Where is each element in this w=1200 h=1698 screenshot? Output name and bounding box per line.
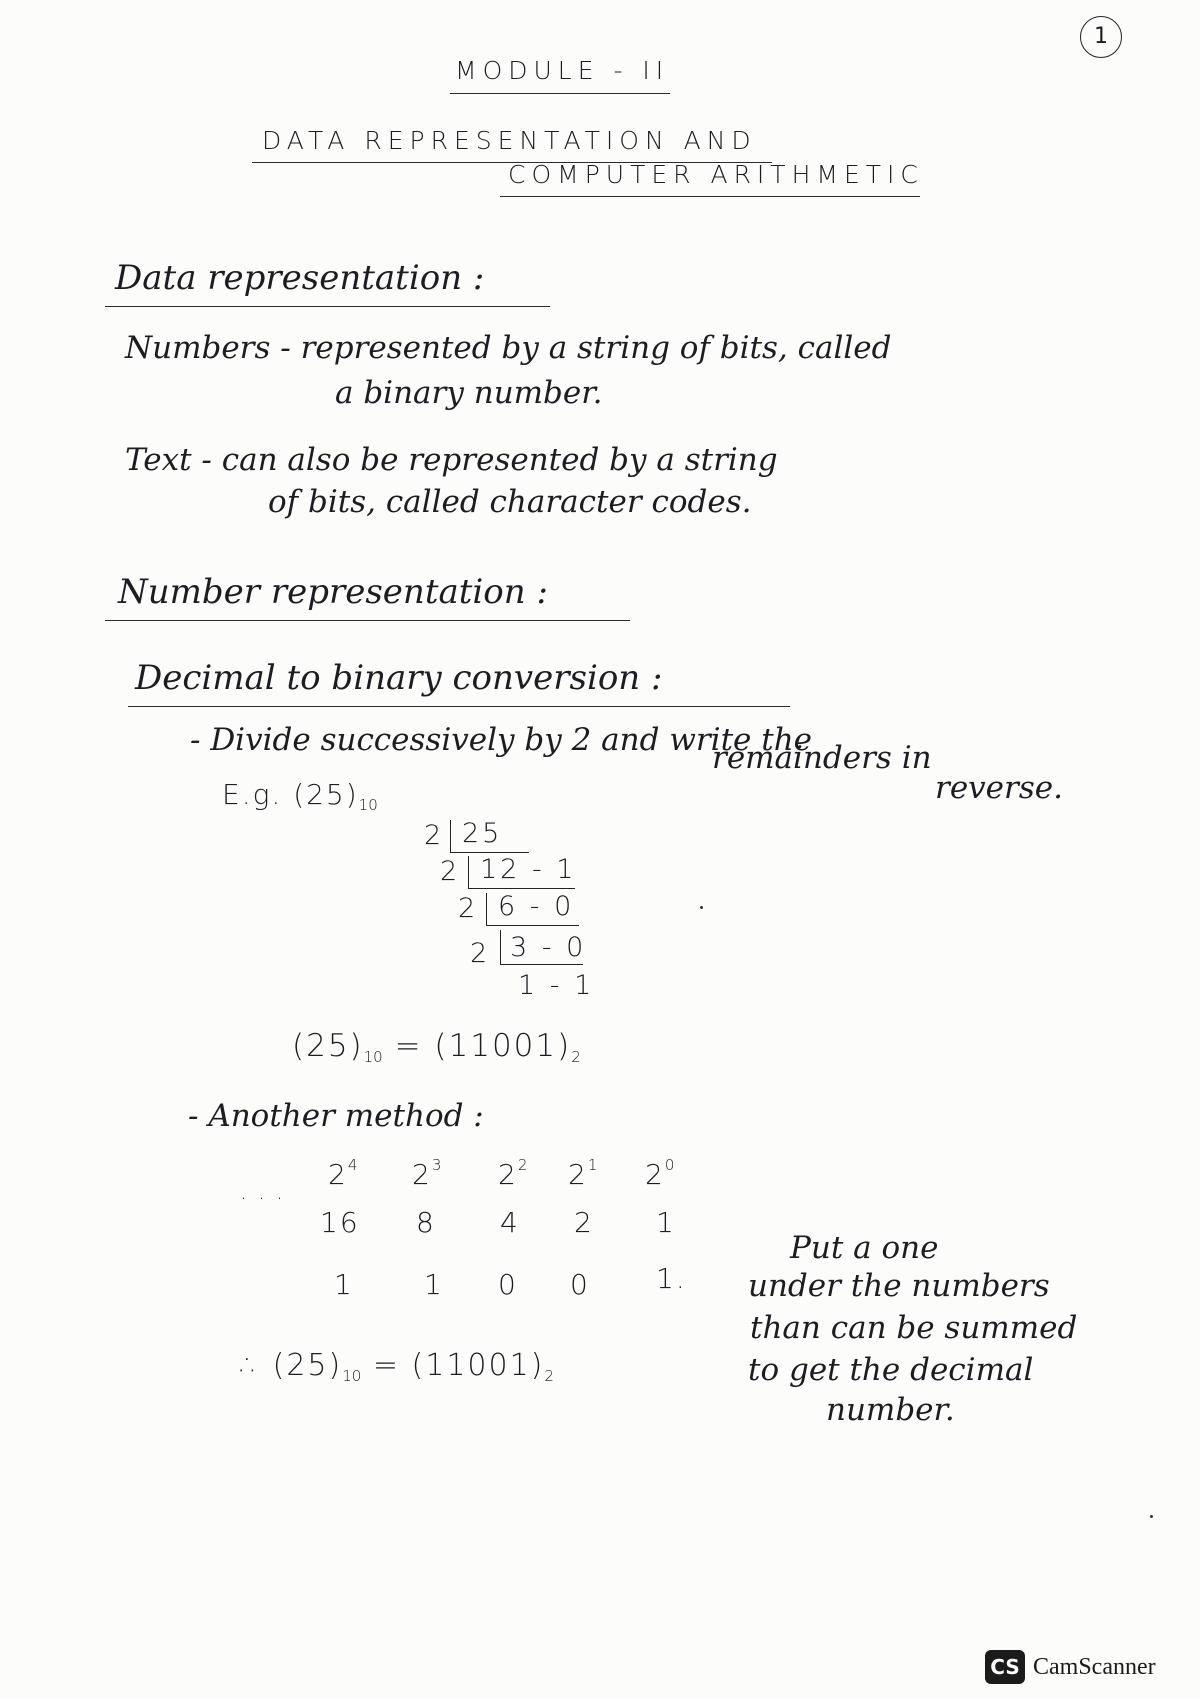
division-row-3: 6 - 0: [498, 891, 575, 922]
title-line-1: DATA REPRESENTATION AND: [262, 126, 757, 155]
decimal-to-binary-heading: Decimal to binary conversion :: [135, 658, 663, 698]
example-prefix: E.g. (25): [222, 778, 359, 811]
camscanner-text: CamScanner: [1033, 1653, 1156, 1680]
bit-4: 0: [570, 1268, 590, 1301]
step-line-3: reverse.: [935, 770, 1063, 806]
division-row-1: 25: [462, 818, 503, 849]
camscanner-logo-icon: CS: [985, 1650, 1025, 1684]
final-prefix: ∴ (25): [240, 1348, 343, 1383]
power-4: $2^1$: [568, 1156, 598, 1191]
number-representation-underline: [105, 620, 630, 621]
camscanner-watermark: [985, 1650, 1156, 1684]
place-value-2: 8: [416, 1206, 436, 1239]
power-2: $2^3$: [412, 1156, 442, 1191]
result-lhs-base: 10: [363, 1048, 383, 1066]
division-row-4: 3 - 0: [510, 932, 587, 963]
title-underline-2: [500, 196, 920, 197]
text-line-1: Text - can also be represented by a string: [125, 442, 778, 478]
note-line-2: under the numbers: [748, 1268, 1050, 1304]
data-representation-heading: Data representation :: [115, 258, 485, 298]
numbers-line-1: Numbers - represented by a string of bits, called: [125, 330, 892, 366]
note-line-5: number.: [826, 1392, 955, 1428]
power-3: $2^2$: [498, 1156, 528, 1191]
note-line-3: than can be summed: [750, 1310, 1078, 1346]
divisor-3: 2: [458, 893, 479, 924]
divisor-2: 2: [440, 856, 461, 887]
number-representation-heading: Number representation :: [118, 572, 548, 612]
title-line-2: COMPUTER ARITHMETIC: [508, 160, 924, 189]
another-method-label: - Another method :: [188, 1098, 484, 1134]
result-rhs: = (11001): [394, 1028, 572, 1064]
place-value-1: 16: [320, 1206, 360, 1239]
note-line-4: to get the decimal: [748, 1352, 1034, 1388]
place-value-5: 1: [656, 1206, 676, 1239]
power-1: $2^4$: [328, 1156, 358, 1191]
bit-1: 1: [334, 1268, 354, 1301]
page-number: 1: [1080, 16, 1122, 58]
step-line-2: remainders in: [712, 740, 932, 776]
final-equation: [240, 1348, 554, 1385]
scan-speck: [700, 906, 703, 909]
divisor-4: 2: [470, 938, 491, 969]
final-lhs-base: 10: [342, 1367, 362, 1385]
place-value-3: 4: [500, 1206, 520, 1239]
bit-2: 1: [424, 1268, 444, 1301]
bit-3: 0: [498, 1268, 518, 1301]
example-base: 10: [358, 796, 378, 814]
step-line-1: - Divide successively by 2 and write the: [190, 722, 813, 758]
module-underline: [450, 93, 670, 94]
power-5: $2^0$: [645, 1156, 675, 1191]
result-rhs-base: 2: [571, 1048, 581, 1066]
final-rhs-base: 2: [544, 1367, 554, 1385]
module-title: MODULE - II: [455, 56, 670, 85]
text-line-2: of bits, called character codes.: [268, 484, 752, 520]
leading-dots: . . .: [240, 1180, 285, 1205]
note-line-1: Put a one: [790, 1230, 939, 1266]
scan-speck: [1150, 1515, 1153, 1518]
decimal-to-binary-underline: [128, 706, 790, 707]
result-lhs: (25): [292, 1028, 364, 1064]
division-row-2: 12 - 1: [480, 854, 577, 885]
data-representation-underline: [105, 306, 550, 307]
example-label: [222, 778, 378, 814]
division-row-5: 1 - 1: [518, 970, 595, 1001]
place-value-4: 2: [574, 1206, 594, 1239]
final-rhs: = (11001): [372, 1348, 545, 1383]
result-equation: [292, 1028, 581, 1066]
numbers-line-2: a binary number.: [335, 375, 603, 411]
divisor-1: 2: [424, 820, 445, 851]
bit-5: 1.: [656, 1262, 687, 1295]
